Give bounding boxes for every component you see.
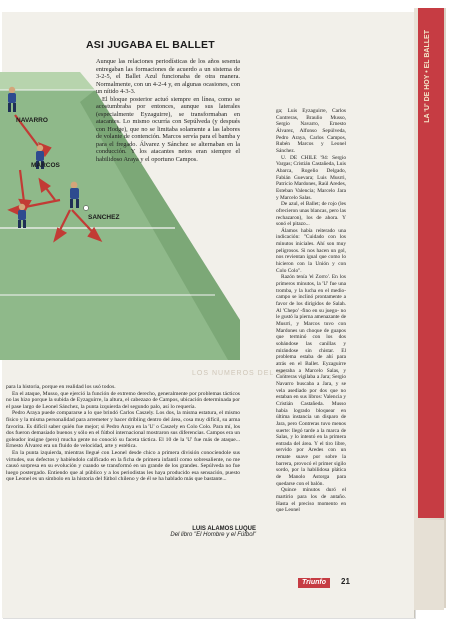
body-paragraph: En la punta izquierda, mientras llegué con Leonel desde chico a primera división conocíendole sus virtudes, sus defectos y habiéndolo calificado en la ficha de primera infantil como sobresaliente, no me causó sorpresa en su evolución y cuando se transformó en un grande de los grandes. Sepúlveda no fue luego postergado. Entiendo que al público y a los periodistas les haya producido esa sensación, puesto que Leonel es un símbolo en la historia del fútbol chileno y de él se ha hablado más que bastante... bbox=[6, 449, 240, 483]
body-paragraph: Quince minutos duró el martirio para los de antaño. Hasta el preciso momento en que Leonel bbox=[276, 487, 346, 514]
body-paragraph: U. DE CHILE '94: Sergio Vargas; Cristián Castañeda, Luis Abarca, Rogelio Delgado, Fabián Guevara; Luis Musrri, Patricio Mardones, Raúl Aredes, Esteban Valencia; Marcelo Jara y Marcelo Salas. bbox=[276, 154, 346, 201]
signature bbox=[146, 526, 256, 538]
signature-name: LUIS ALAMOS LUQUE bbox=[192, 526, 256, 532]
body-paragraph: Pedro Araya puede compararse a lo que brindó Carlos Caszely. Los dos, la misma estatura, el mismo físico y la misma personalidad para arremeter y hacer dribling dentro del área, cosa muy difícil, su arma favorita. Es difícil saber quién fue mejor; si Pedro Araya en la 'U' o Caszely en Colo Colo. Para mí, los dos fueron demasiado buenos y sólo en el fútbol internacional mostraron sus diferencias. Campos era un goleador insigne (pero) mucha gente no conoció su faceta táctica. El 10 de la 'U' fue más de ataque... Ernesto Álvarez era un fluido de velocidad, arte y estética. bbox=[6, 410, 240, 450]
next-page-side-text: LA 'U' DE HOY • EL BALLET bbox=[424, 30, 431, 123]
body-paragraph: ga; Luis Eyzaguirre, Carlos Contreras, Braulio Musso, Sergio Navarro, Ernesto Álvarez, Alfonso Sepúlveda, Pedro Araya, Carlos Campos, Rubén Marcos y Leonel Sánchez. bbox=[276, 108, 346, 154]
body-paragraph: Álamos había reiterado una indicación: "Cuidado con los minutos iniciales. Ahí son muy peligrosos. Si nos hacen un gol, nos revientan igual que como lo hicieron con la Unión y con Colo Colo". bbox=[276, 227, 346, 274]
player-label-sanchez: SANCHEZ bbox=[88, 214, 120, 221]
ball bbox=[84, 206, 89, 211]
main-column bbox=[6, 384, 240, 483]
body-paragraph: para la historia, porque en realidad los usó todos. bbox=[6, 384, 116, 390]
intro-paragraph: El bloque posterior actuó siempre en línea, como se acostumbraba por entonces, aunque sus laterales (especialmente Eyzaguirre), se transformaban en atacantes. Lo mismo ocurría con Sepúlveda (y después con Hodge), que no se limitaba solamente a las labores de volante de contención. Marcos servía para el bamba y para el fregado. Álvarez y Sánchez se alternaban en la conducción. Y los atacantes netos eran siempre el habilidoso Araya y el oportuno Campos. bbox=[96, 95, 240, 163]
signature-source: Del libro "El Hombre y el Fútbol" bbox=[170, 532, 256, 538]
triunfo-logo: Triunfo bbox=[298, 578, 330, 588]
right-column bbox=[276, 108, 346, 514]
player-label-navarro: NAVARRO bbox=[16, 117, 48, 124]
intro-column bbox=[96, 58, 240, 163]
player-label-marcos: MARCOS bbox=[31, 162, 60, 169]
body-paragraph: De azul, el Ballet; de rojo (les ofrecieron unas blancas, pero las rechazaron), los de ahora. Y sonó el pitazo... bbox=[276, 201, 346, 228]
page-number: 21 bbox=[341, 577, 350, 586]
faded-backpage-text: LOS NUMEROS DEL 95 bbox=[192, 370, 287, 377]
body-paragraph: Razón tenía 'el Zorro'. En los primeros minutos, la 'U' fue una tromba, y la lucha en el medio-campo se inclinó prontamente a favor de los dirigidos de Salah. Al 'Chepo' -fino en su juego- no le gustó la pierna amenazante de Musrri, y Marcos tuvo con Mardones un choque de guapos que terminó con los dos sobándose las canillas y mirándose sin chistar. El problema estaba de ahí para atrás en el Ballet. Eyzaguirre esperaba a Marcelo Salas, y Contreras vigilaba a Jara; Sergio Navarro buscaba a Jara, y se vela asediado por dos que no estaban en sus libros: Valencia y Cristián Castañeda. Musso había logrado bloquear en última instancia un disparo de Jara, pero Contreras tuvo menos suerte: llegó tarde a la marca de Salas, y lo intentó en la primera entrada del área. Y el tiro libre, servido por Aredes con un remate suave por sobre la barrera, provocó el primer sigilo sordo, por la habilidosa plática de Manolo Astorga para quedarse con el balón. bbox=[276, 274, 346, 487]
article-title: ASI JUGABA EL BALLET bbox=[86, 39, 215, 51]
body-paragraph: En el ataque, Musso, que ejerció la función de extremo derecho, generalmente por problemas tácticos no las hizo porque la subida de Eyzaguirre, la altura, el cabezazo de Campos, ubicación determinada por el pase largo de Leonel Sánchez, la punta izquierda del segundo palo, así lo requería. bbox=[6, 390, 240, 410]
pitch-top-band bbox=[0, 72, 95, 90]
intro-paragraph: Aunque las relaciones periodísticas de los años sesenta entregaban las formaciones de acuerdo a un sistema de 3-2-5, el Ballet Azul funcionaba de otra manera. Normalmente, con un 4-2-4 y, en algunas ocasiones, con un nítido 4-3-3. bbox=[96, 58, 240, 95]
next-page-bottom bbox=[414, 520, 444, 610]
